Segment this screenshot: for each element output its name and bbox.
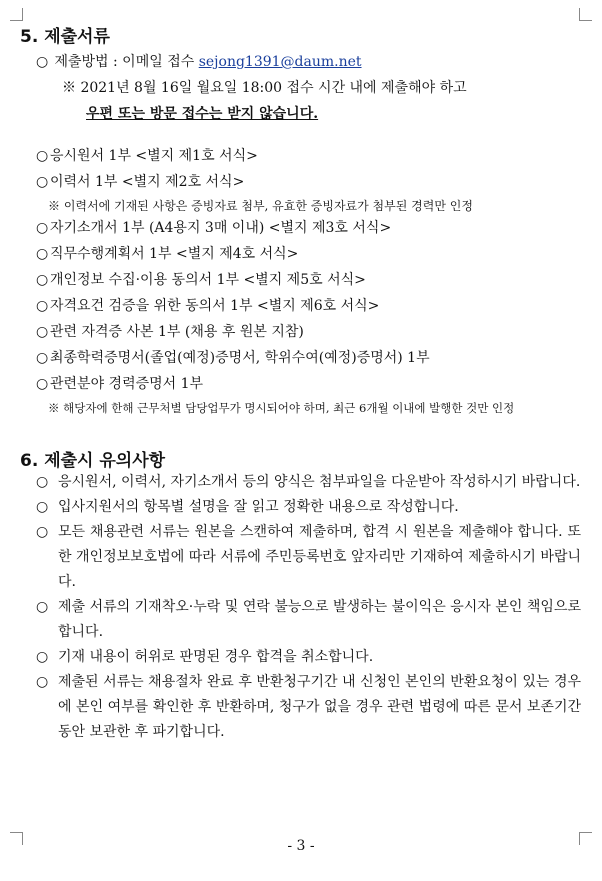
resume-note: ※ 이력서에 기재된 사항은 증빙자료 첨부, 유효한 증빙자료가 첨부된 경력만 인정 <box>48 199 473 213</box>
bullet-circle: ○ <box>36 246 49 262</box>
page-corner-mark <box>10 8 23 21</box>
precaution-item <box>36 520 581 595</box>
doc-item <box>36 146 258 166</box>
page-number: - 3 - <box>287 838 315 854</box>
page-corner-mark <box>579 8 592 21</box>
bullet-circle: ○ <box>36 220 49 236</box>
doc-item <box>36 348 430 368</box>
precautions-list <box>36 470 581 745</box>
doc-text: 자격요건 검증을 위한 동의서 1부 <별지 제6호 서식> <box>50 298 380 314</box>
doc-text: 관련 자격증 사본 1부 (채용 후 원본 지참) <box>50 324 304 340</box>
career-note: ※ 해당자에 한해 근무처별 담당업무가 명시되어야 하며, 최근 6개월 이내에 발행한 것만 인정 <box>48 401 515 415</box>
no-post-notice: 우편 또는 방문 접수는 받지 않습니다. <box>86 106 319 122</box>
bullet-circle: ○ <box>36 298 49 314</box>
bullet-circle: ○ <box>36 524 49 540</box>
deadline-note: ※ 2021년 8월 16일 월요일 18:00 접수 시간 내에 제출해야 하고 <box>62 80 467 96</box>
method-label: 제출방법 : 이메일 접수 <box>54 54 195 70</box>
precaution-item <box>36 645 581 670</box>
precaution-item <box>36 495 581 520</box>
precaution-text: 입사지원서의 항목별 설명을 잘 읽고 정확한 내용으로 작성합니다. <box>58 499 459 515</box>
bullet-circle: ○ <box>36 272 49 288</box>
doc-item <box>36 244 298 264</box>
doc-item <box>36 172 244 192</box>
precaution-text: 제출된 서류는 채용절차 완료 후 반환청구기간 내 신청인 본인의 반환요청이 있는 경우에 본인 여부를 확인한 후 반환하며, 청구가 없을 경우 관련 법령에 따른 문서 보존기간 동안 보관한 후 파기합니다. <box>58 674 581 740</box>
section-6-title: 6. 제출시 유의사항 <box>20 451 166 471</box>
bullet-circle: ○ <box>36 649 49 665</box>
email-link[interactable]: sejong1391@daum.net <box>198 54 362 70</box>
bullet-circle: ○ <box>36 148 49 164</box>
section-5-title: 5. 제출서류 <box>20 27 110 47</box>
bullet-circle: ○ <box>36 674 49 690</box>
precaution-text: 제출 서류의 기재착오·누락 및 연락 불능으로 발생하는 불이익은 응시자 본인 책임으로 합니다. <box>58 599 581 640</box>
doc-text: 개인정보 수집·이용 동의서 1부 <별지 제5호 서식> <box>50 272 366 288</box>
submission-method <box>36 52 362 72</box>
precaution-item <box>36 595 581 645</box>
bullet-circle: ○ <box>36 54 49 70</box>
precaution-text: 모든 채용관련 서류는 원본을 스캔하여 제출하며, 합격 시 원본을 제출해야 합니다. 또한 개인정보보호법에 따라 서류에 주민등록번호 앞자리만 기재하여 제출하시기 바랍니다. <box>58 524 581 590</box>
bullet-circle: ○ <box>36 376 49 392</box>
bullet-circle: ○ <box>36 599 49 615</box>
bullet-circle: ○ <box>36 350 49 366</box>
doc-text: 이력서 1부 <별지 제2호 서식> <box>50 174 245 190</box>
precaution-item <box>36 670 581 745</box>
doc-item <box>36 296 379 316</box>
bullet-circle: ○ <box>36 474 49 490</box>
precaution-text: 기재 내용이 허위로 판명된 경우 합격을 취소합니다. <box>58 649 374 665</box>
precaution-text: 응시원서, 이력서, 자기소개서 등의 양식은 첨부파일을 다운받아 작성하시기 바랍니다. <box>58 474 581 490</box>
precaution-item <box>36 470 581 495</box>
doc-text: 자기소개서 1부 (A4용지 3매 이내) <별지 제3호 서식> <box>50 220 392 236</box>
doc-item <box>36 270 366 290</box>
doc-text: 응시원서 1부 <별지 제1호 서식> <box>50 148 258 164</box>
doc-item <box>36 218 391 238</box>
bullet-circle: ○ <box>36 174 49 190</box>
doc-item <box>36 322 304 342</box>
bullet-circle: ○ <box>36 499 49 515</box>
doc-text: 최종학력증명서(졸업(예정)증명서, 학위수여(예정)증명서) 1부 <box>50 350 430 366</box>
bullet-circle: ○ <box>36 324 49 340</box>
doc-text: 직무수행계획서 1부 <별지 제4호 서식> <box>50 246 299 262</box>
doc-text: 관련분야 경력증명서 1부 <box>50 376 204 392</box>
doc-item <box>36 374 203 394</box>
